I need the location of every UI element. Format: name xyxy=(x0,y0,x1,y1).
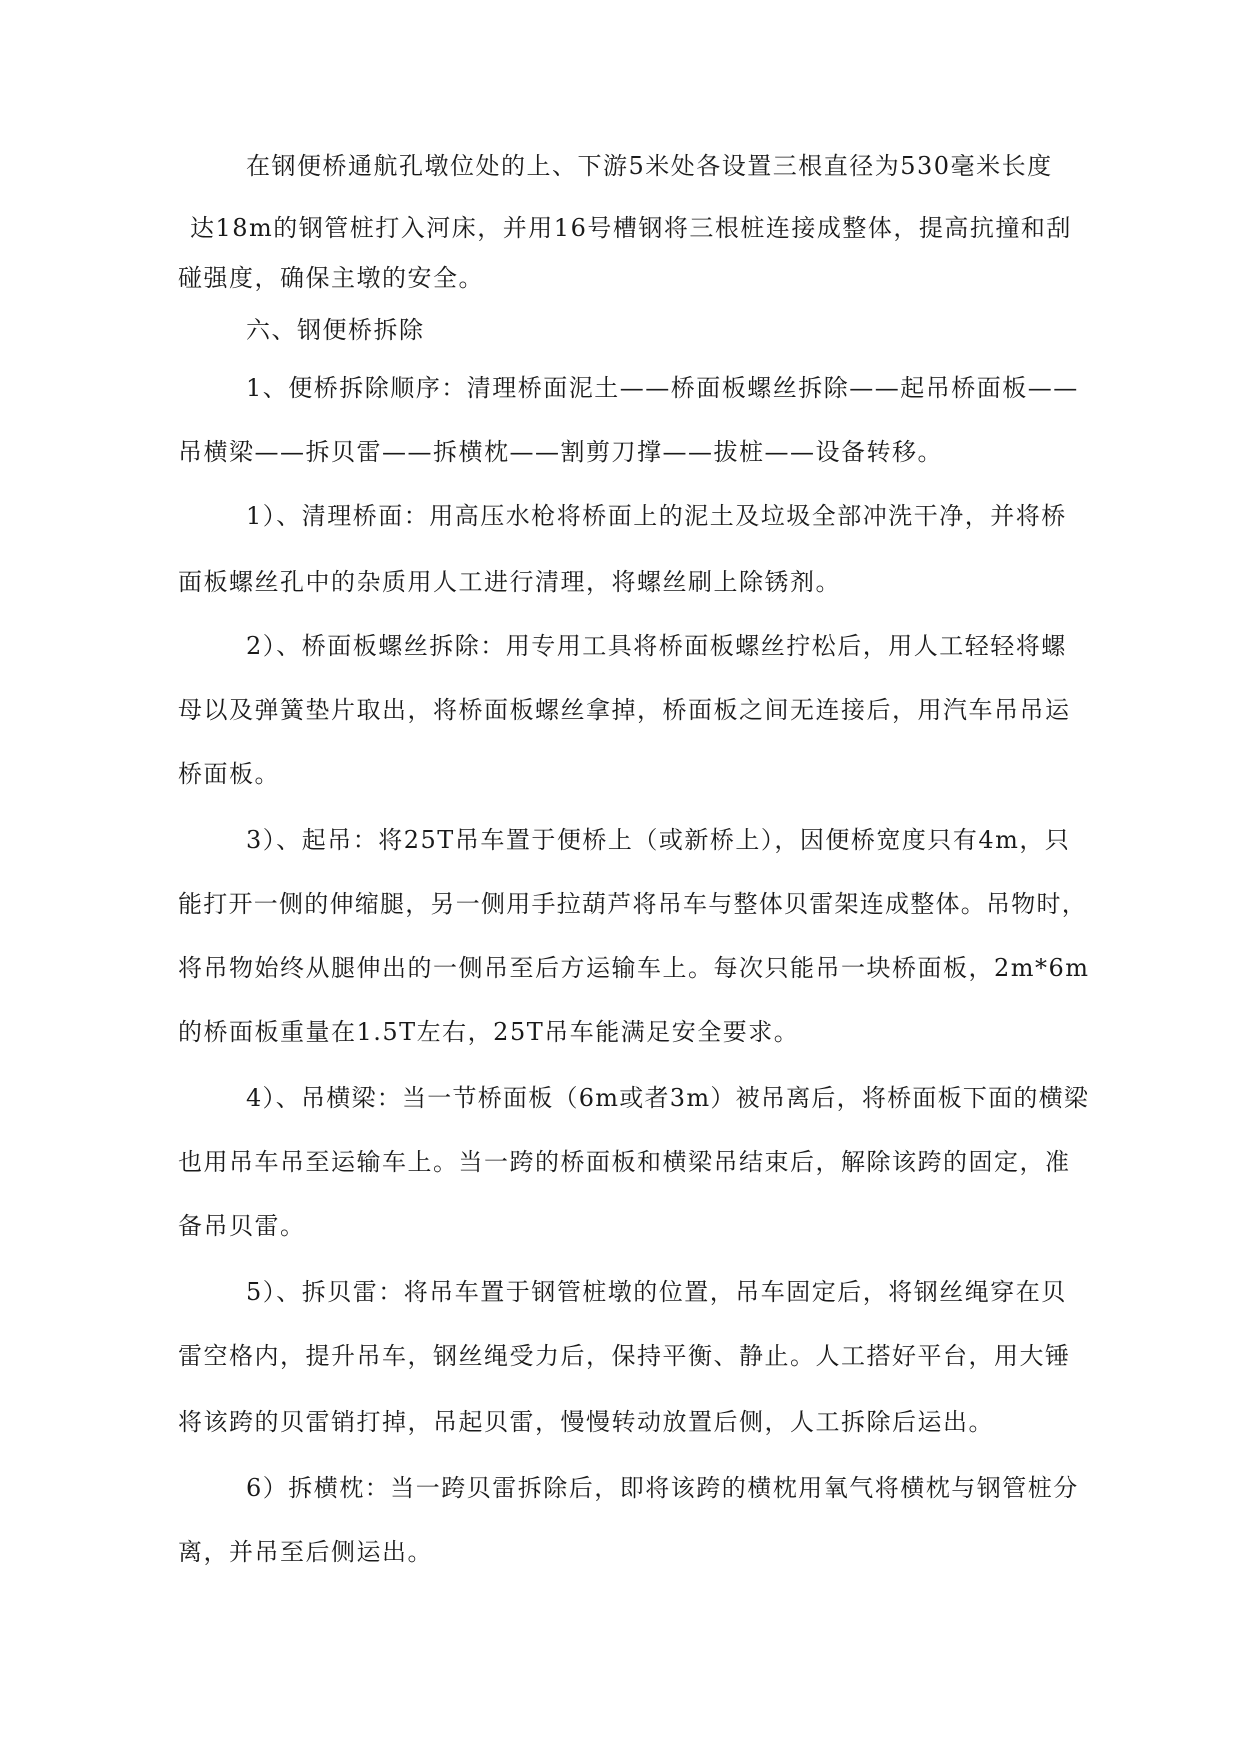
text-line: 备吊贝雷。 xyxy=(178,1212,306,1240)
text-line: 碰强度，确保主墩的安全。 xyxy=(178,264,484,292)
text-line: 离，并吊至后侧运出。 xyxy=(178,1538,433,1566)
text-line: 雷空格内，提升吊车，钢丝绳受力后，保持平衡、静止。人工搭好平台，用大锤 xyxy=(178,1342,1071,1370)
text-line: 6）拆横枕：当一跨贝雷拆除后，即将该跨的横枕用氧气将横枕与钢管桩分 xyxy=(246,1474,1079,1502)
text-line: 1、便桥拆除顺序：清理桥面泥土——桥面板螺丝拆除——起吊桥面板—— xyxy=(246,374,1079,402)
text-line: 桥面板。 xyxy=(178,760,280,788)
text-line: 的桥面板重量在1.5T左右，25T吊车能满足安全要求。 xyxy=(178,1018,800,1046)
text-line: 吊横梁——拆贝雷——拆横枕——割剪刀撑——拔桩——设备转移。 xyxy=(178,438,943,466)
text-line: 将吊物始终从腿伸出的一侧吊至后方运输车上。每次只能吊一块桥面板，2m*6m xyxy=(178,954,1090,982)
text-line: 面板螺丝孔中的杂质用人工进行清理，将螺丝刷上除锈剂。 xyxy=(178,568,841,596)
text-line: 达18m的钢管桩打入河床，并用16号槽钢将三根桩连接成整体，提高抗撞和刮 xyxy=(190,214,1072,242)
text-line: 4）、吊横梁：当一节桥面板（6m或者3m）被吊离后，将桥面板下面的横梁 xyxy=(246,1084,1090,1112)
text-line: 5）、拆贝雷：将吊车置于钢管桩墩的位置，吊车固定后，将钢丝绳穿在贝 xyxy=(246,1278,1067,1306)
text-line: 母以及弹簧垫片取出，将桥面板螺丝拿掉，桥面板之间无连接后，用汽车吊吊运 xyxy=(178,696,1071,724)
text-line: 能打开一侧的伸缩腿，另一侧用手拉葫芦将吊车与整体贝雷架连成整体。吊物时， xyxy=(178,890,1087,918)
text-line: 2）、桥面板螺丝拆除：用专用工具将桥面板螺丝拧松后，用人工轻轻将螺 xyxy=(246,632,1067,660)
text-line: 1）、清理桥面：用高压水枪将桥面上的泥土及垃圾全部冲洗干净，并将桥 xyxy=(246,502,1067,530)
text-line: 六、钢便桥拆除 xyxy=(246,316,425,344)
text-line: 在钢便桥通航孔墩位处的上、下游5米处各设置三根直径为530毫米长度 xyxy=(246,152,1053,180)
text-line: 将该跨的贝雷销打掉，吊起贝雷，慢慢转动放置后侧，人工拆除后运出。 xyxy=(178,1408,994,1436)
text-line: 也用吊车吊至运输车上。当一跨的桥面板和横梁吊结束后，解除该跨的固定，准 xyxy=(178,1148,1071,1176)
text-line: 3）、起吊：将25T吊车置于便桥上（或新桥上），因便桥宽度只有4m，只 xyxy=(246,826,1071,854)
